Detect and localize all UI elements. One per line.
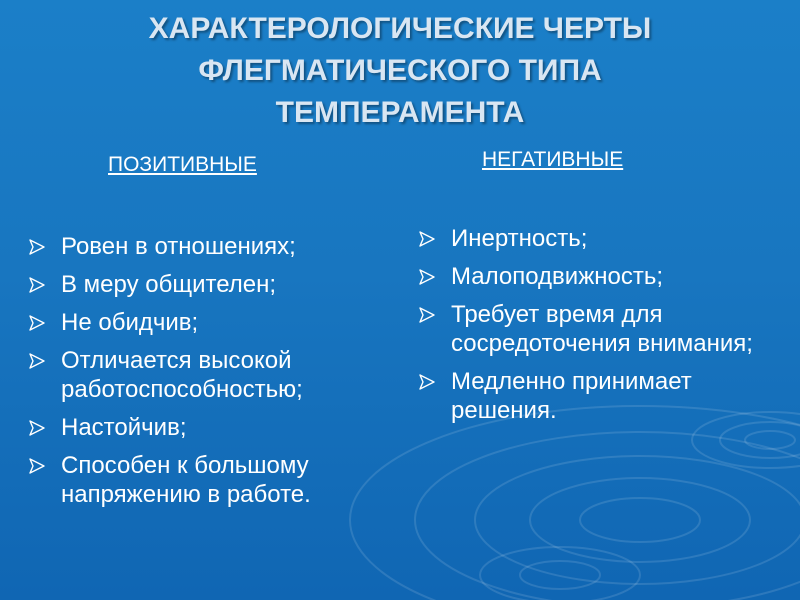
list-item (28, 308, 388, 337)
list-item (418, 300, 758, 358)
list-item-text: Отличается высокой работоспособностью; (61, 347, 303, 403)
list-item-text: В меру общителен; (61, 271, 277, 298)
list-item-text: Малоподвижность; (451, 263, 664, 290)
arrow-bullet-icon (28, 420, 46, 436)
list-item (28, 232, 388, 261)
list-item (418, 367, 758, 425)
arrow-bullet-icon (418, 269, 436, 285)
negative-heading: НЕГАТИВНЫЕ (482, 148, 624, 171)
arrow-bullet-icon (28, 458, 46, 474)
positive-heading: ПОЗИТИВНЫЕ (108, 153, 257, 176)
positive-list (28, 232, 388, 518)
list-item-text: Медленно принимает решения. (451, 368, 692, 424)
list-item-text: Инертность; (451, 225, 588, 252)
title-line: ТЕМПЕРАМЕНТА (275, 96, 525, 129)
list-item-text: Способен к большому напряжению в работе. (61, 452, 311, 508)
title-line: ФЛЕГМАТИЧЕСКОГО ТИПА (198, 54, 602, 87)
arrow-bullet-icon (418, 374, 436, 390)
slide-title (40, 8, 760, 134)
list-item-text: Настойчив; (61, 414, 187, 441)
title-line: ХАРАКТЕРОЛОГИЧЕСКИЕ ЧЕРТЫ (148, 12, 652, 45)
list-item (28, 451, 388, 509)
arrow-bullet-icon (28, 277, 46, 293)
list-item (418, 262, 758, 291)
arrow-bullet-icon (28, 315, 46, 331)
list-item-text: Требует время для сосредоточения внимания; (451, 301, 753, 357)
arrow-bullet-icon (418, 307, 436, 323)
arrow-bullet-icon (28, 353, 46, 369)
list-item (28, 346, 388, 404)
arrow-bullet-icon (418, 231, 436, 247)
list-item (28, 270, 388, 299)
list-item-text: Не обидчив; (61, 309, 199, 336)
negative-list (418, 224, 758, 434)
list-item-text: Ровен в отношениях; (61, 233, 296, 260)
list-item (28, 413, 388, 442)
arrow-bullet-icon (28, 239, 46, 255)
list-item (418, 224, 758, 253)
